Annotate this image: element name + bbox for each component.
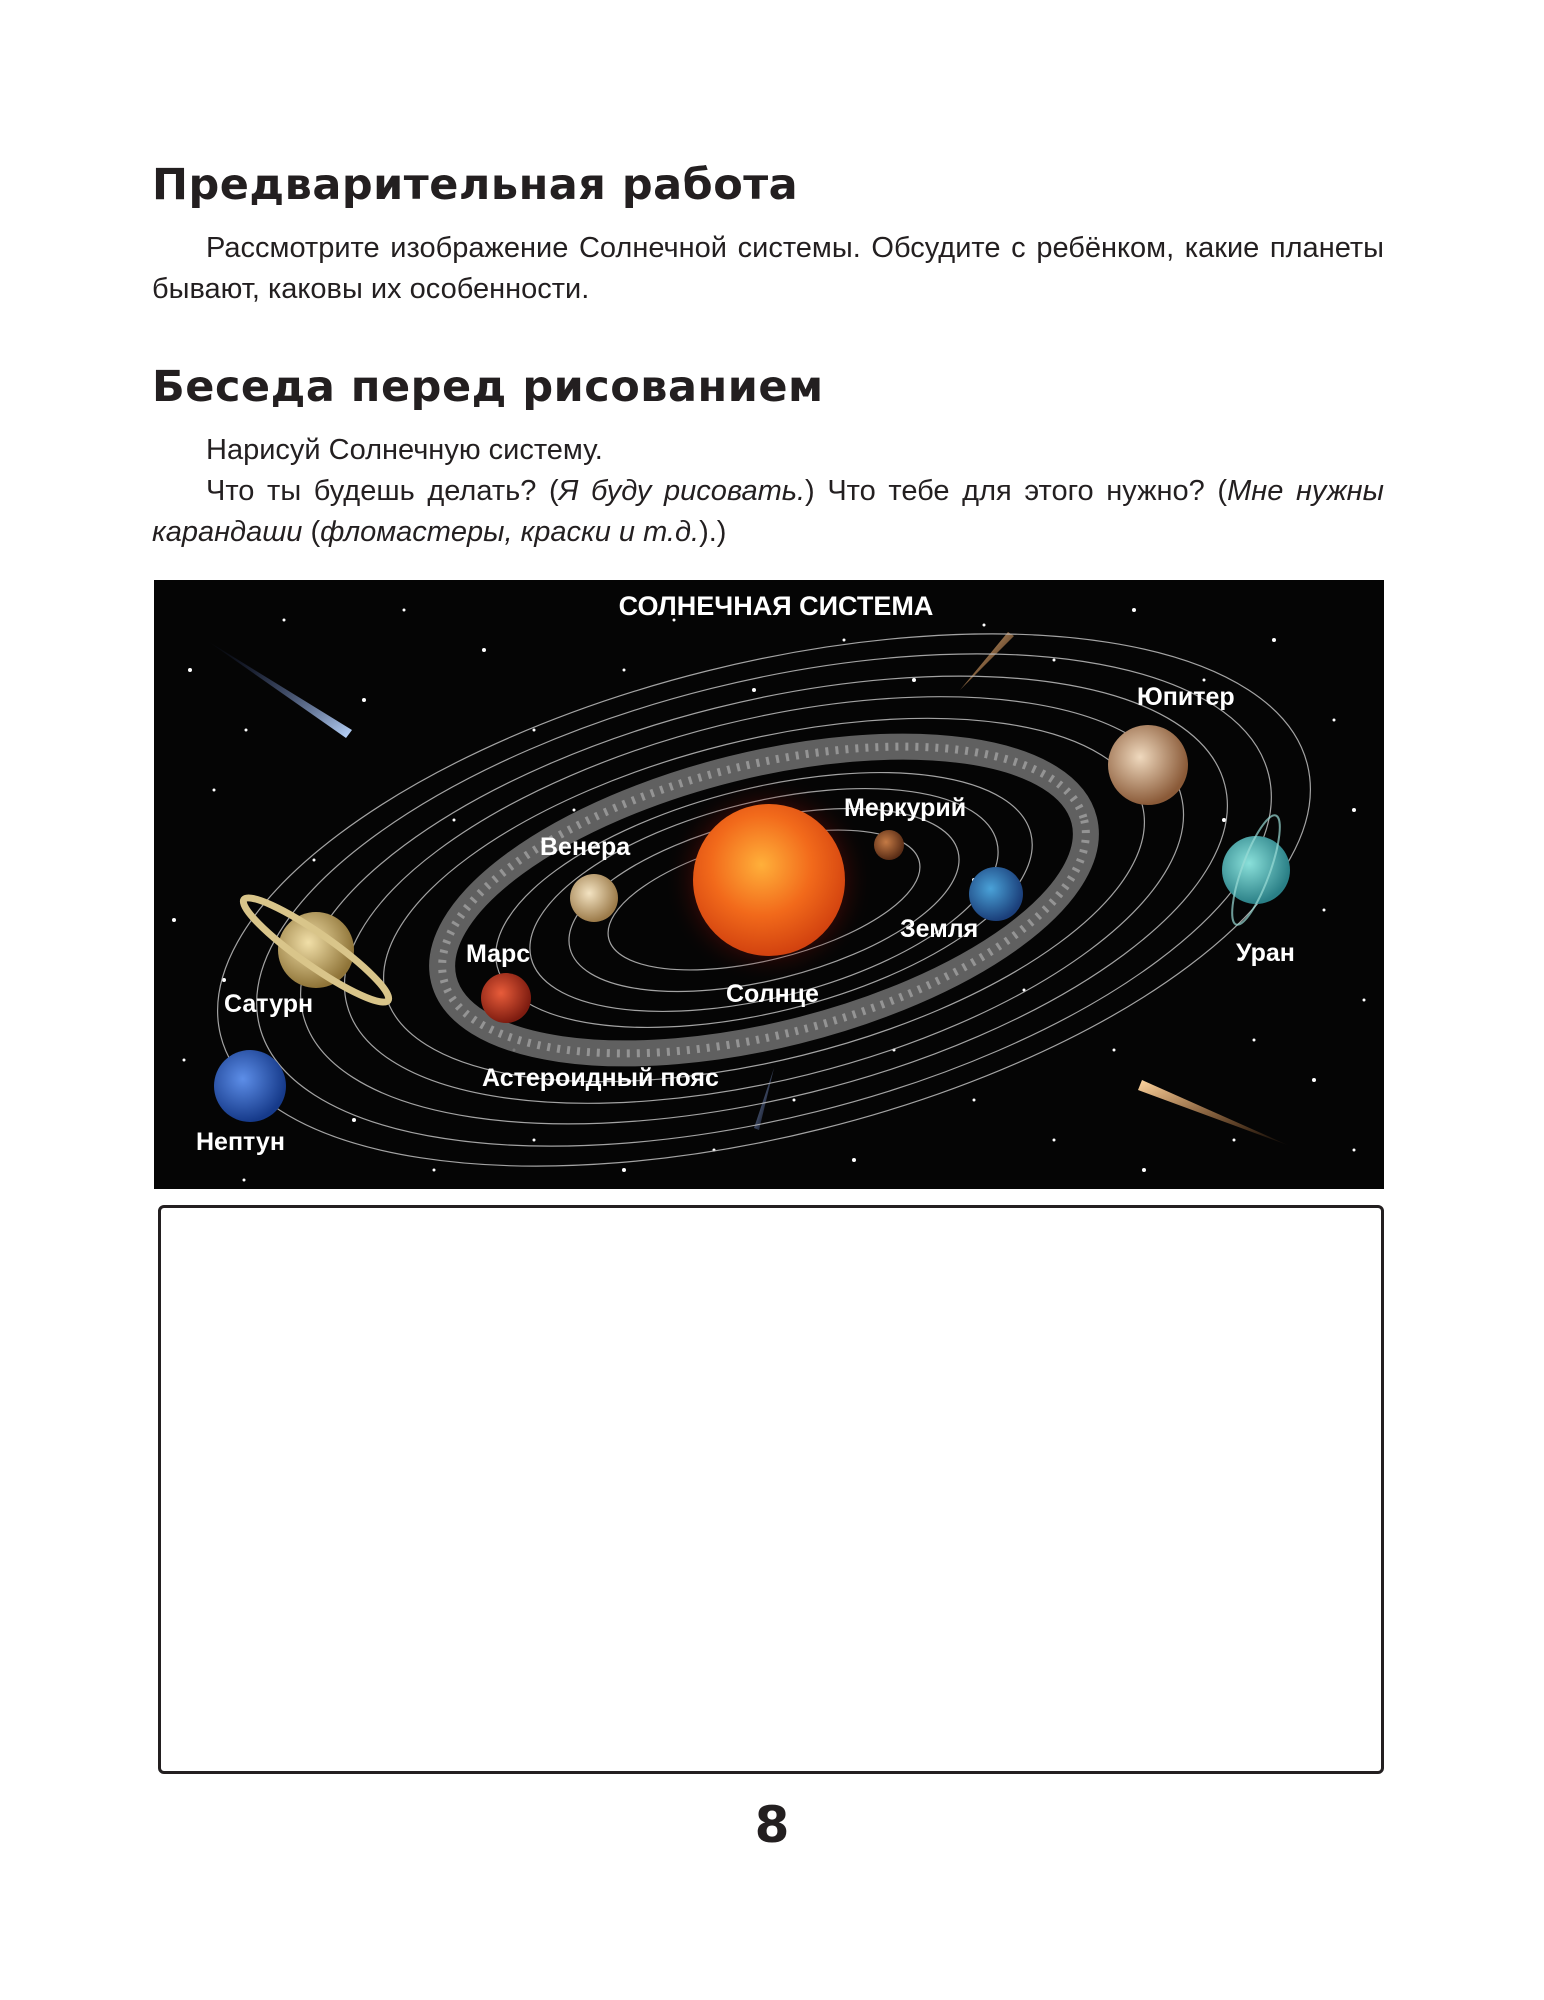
preliminary-work-text: Рассмотрите изображение Солнечной системы. Обсудите с ребёнком, какие планеты бывают, каковы их особенности. [152,232,1384,305]
solar-system-svg [154,580,1384,1189]
label-earth: Земля [900,915,979,943]
answer-3: фломастеры, краски и т.д. [320,516,700,548]
earth-planet [969,867,1023,921]
conversation-line-2 [152,471,1384,553]
label-saturn: Сатурн [224,990,314,1018]
label-mars: Марс [466,940,531,968]
page-number: 8 [754,1796,790,1854]
comet-top-right [960,632,1014,690]
jupiter-planet [1108,725,1188,805]
comet-bottom-center [754,1068,774,1130]
label-asteroid-belt: Астероидный пояс [482,1064,719,1092]
answer-2: Мне нужны карандаши [152,475,1384,548]
comet-bottom-right [1138,1080,1290,1146]
sun [693,804,845,956]
paren-close: ).) [699,516,727,548]
label-venus: Венера [540,833,631,861]
drawing-area[interactable] [158,1205,1384,1774]
comet-top-left [206,640,352,738]
solar-system-illustration [154,580,1384,1189]
neptune-planet [214,1050,286,1122]
conversation-line-1: Нарисуй Солнечную систему. [206,434,603,466]
section-title-conversation: Беседа перед рисованием [152,362,824,412]
mars-planet [481,973,531,1023]
paren-open: ( [302,516,321,548]
question-1: Что ты будешь делать? ( [206,475,559,507]
answer-1: Я буду рисовать. [558,475,806,507]
uranus-planet [1222,811,1290,930]
question-2: ) Что тебе для этого нужно? ( [805,475,1228,507]
label-uranus: Уран [1236,939,1295,967]
figure-title: СОЛНЕЧНАЯ СИСТЕМА [618,591,934,621]
section-title-preliminary-work: Предварительная работа [152,160,799,210]
mercury-planet [874,830,904,860]
label-neptune: Нептун [196,1128,285,1156]
venus-planet [570,874,618,922]
label-jupiter: Юпитер [1137,683,1235,711]
label-sun: Солнце [726,980,819,1008]
label-mercury: Меркурий [844,794,967,822]
